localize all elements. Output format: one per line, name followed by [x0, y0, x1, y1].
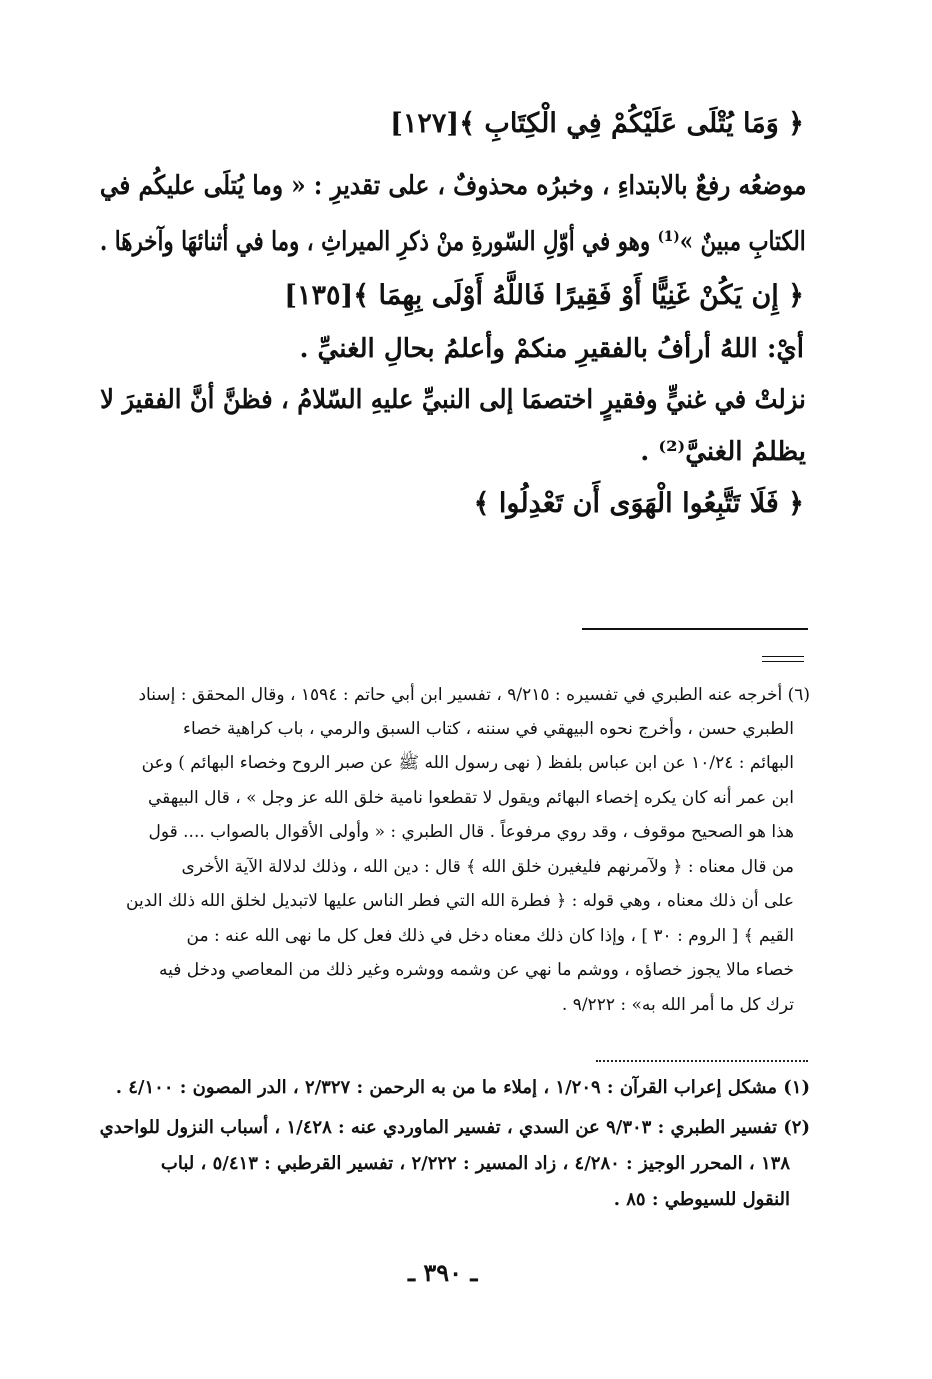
- footnote-6-line: من قال معناه : ﴿ ولآمرنهم فليغيرن خلق الله ﴾ قال : دين الله ، وذلك لدلالة الآية الأخرى: [181, 857, 794, 877]
- verse-135: ﴿ إِن يَكُنْ غَنِيًّا أَوْ فَقِيرًا فَاللَّهُ أَوْلَى بِهِمَا ﴾[١٣٥]: [284, 280, 804, 311]
- footnote-2-line: النقول للسيوطي : ٨٥ .: [613, 1189, 790, 1210]
- footnote-6-line: خصاء مالا يجوز خصاؤه ، ووشم ما نهي عن وشمه ووشره وغير ذلك من المعاصي ودخل فيه: [158, 960, 794, 980]
- page-number: ـ ٣٩٠ ـ: [408, 1258, 478, 1287]
- paragraph-1-line-1: موضعُه رفعٌ بالابتداءِ ، وخبرُه محذوفٌ ، على تقديرِ : « وما يُتلَى عليكُم في: [99, 171, 806, 201]
- footnote-1: (١) مشكل إعراب القرآن : ١/٢٠٩ ، إملاء ما من به الرحمن : ٢/٣٢٧ ، الدر المصون : ٤/١٠٠ .: [115, 1077, 810, 1098]
- paragraph-1-line-2: الكتابِ مبينٌ »⁽¹⁾ وهو في أوّلِ السّورةِ منْ ذكرِ الميراثِ ، وما في أثنائهَا وآخرهَا .: [100, 227, 806, 257]
- footnote-2-line: ١٣٨ ، المحرر الوجيز : ٤/٢٨٠ ، زاد المسير : ٢/٢٢٢ ، تفسير القرطبي : ٥/٤١٣ ، لباب: [160, 1153, 790, 1174]
- dotted-separator: [596, 1060, 808, 1062]
- footnote-2-line: (٢) تفسير الطبري : ٩/٣٠٣ عن السدي ، تفسير الماوردي عنه : ١/٤٢٨ ، أسباب النزول للواحدي: [99, 1117, 810, 1138]
- paragraph-3-line-2: يظلمُ الغنيَّ⁽²⁾ .: [640, 437, 806, 467]
- double-rule-top: [762, 656, 804, 657]
- paragraph-3-line-1: نزلتْ في غنيٍّ وفقيرٍ اختصمَا إلى النبيِّ عليهِ السّلامُ ، فظنَّ أنَّ الفقيرَ لا: [100, 385, 806, 415]
- footnote-6-line: ترك كل ما أمر الله به» : ٩/٢٢٢ .: [561, 995, 794, 1015]
- footnote-6-line: (٦) أخرجه عنه الطبري في تفسيره : ٩/٢١٥ ، تفسير ابن أبي حاتم : ١٥٩٤ ، وقال المحقق : إسناد: [138, 685, 810, 705]
- verse-127: ﴿ وَمَا يُتْلَى عَلَيْكُمْ فِي الْكِتَابِ ﴾[١٢٧]: [390, 108, 804, 139]
- footnote-6-line: ابن عمر أنه كان يكره إخصاء البهائم ويقول لا تقطعوا نامية خلق الله عز وجل » ، قال البيهقي: [148, 788, 794, 808]
- footnote-6-line: هذا هو الصحيح موقوف ، وقد روي مرفوعاً . قال الطبري : « وأولى الأقوال بالصواب .... قول: [148, 822, 794, 842]
- footnote-6-line: على أن ذلك معناه ، وهي قوله : ﴿ فطرة الله التي فطر الناس عليها لاتبديل لخلق الله ذلك الدين: [126, 891, 794, 911]
- footnote-6-line: البهائم : ١٠/٢٤ عن ابن عباس بلفظ ( نهى رسول الله ﷺ عن صبر الروح وخصاء البهائم ) وعن: [141, 753, 794, 773]
- verse-135b: ﴿ فَلَا تَتَّبِعُوا الْهَوَى أَن تَعْدِلُوا ﴾: [473, 488, 804, 519]
- footnote-6-line: الطبري حسن ، وأخرج نحوه البيهقي في سننه ، كتاب السبق والرمي ، باب كراهية خصاء: [183, 719, 794, 739]
- footnote-6-line: القيم ﴾ [ الروم : ٣٠ ] ، وإذا كان ذلك معناه دخل في ذلك فعل كل ما نهى الله عنه : من: [186, 926, 794, 946]
- double-rule-bottom: [762, 661, 804, 662]
- footnote-separator: [582, 628, 808, 630]
- paragraph-2: أيْ: اللهُ أرأفُ بالفقيرِ منكمْ وأعلمُ بحالِ الغنيِّ .: [299, 334, 804, 364]
